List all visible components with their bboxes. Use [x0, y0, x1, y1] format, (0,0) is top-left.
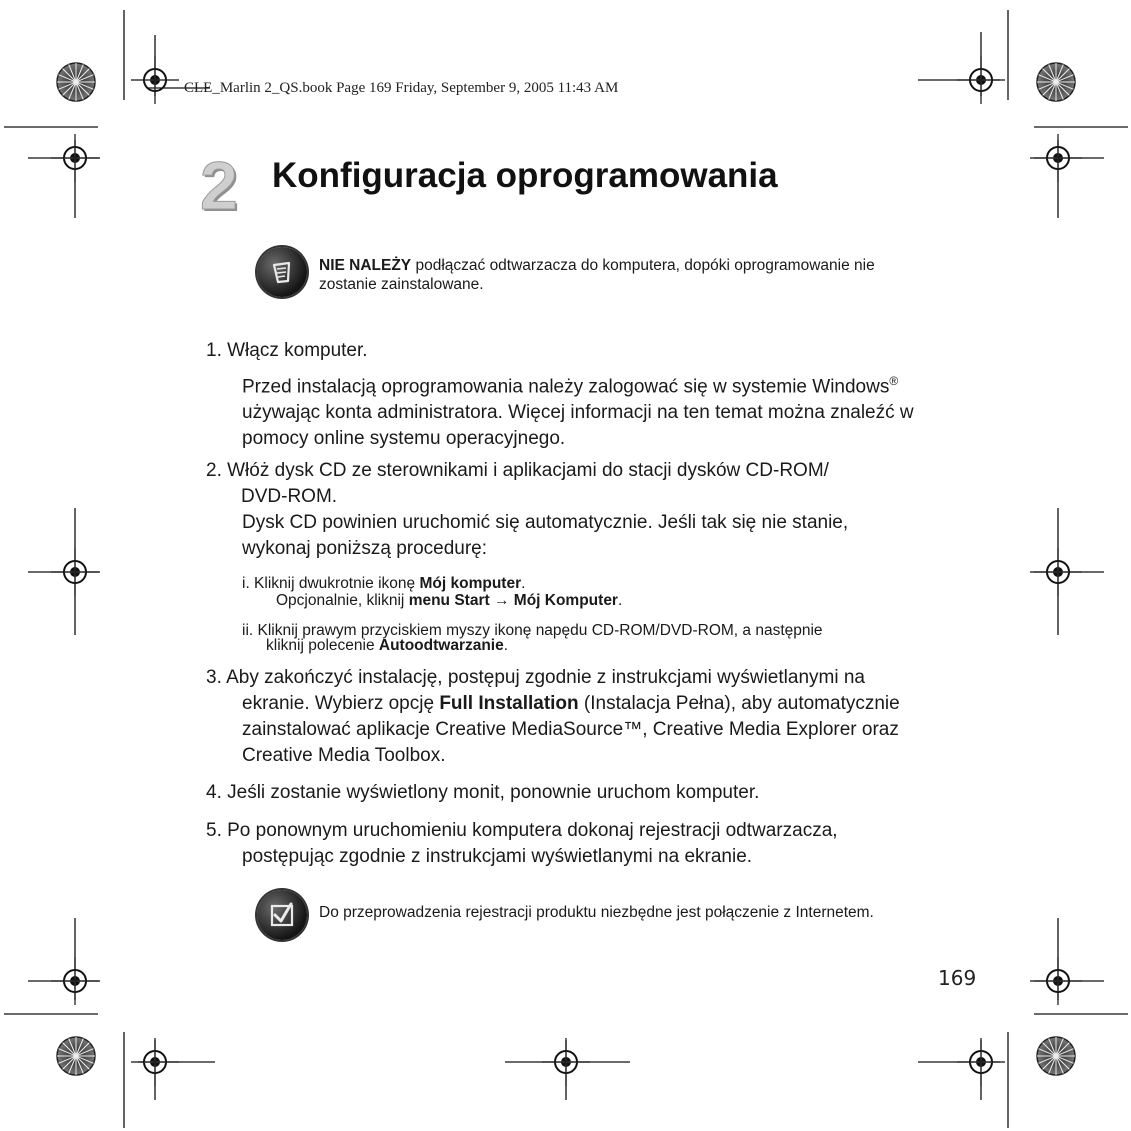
checkmark-note-icon	[257, 890, 307, 940]
step-2-body	[242, 510, 848, 562]
warning-rest: podłączać odtwarzacza do komputera, dopóki oprogramowanie nie	[411, 257, 875, 274]
sub-i-alt-bold-2: Mój Komputer	[513, 592, 618, 609]
step-5-line-2: postępując zgodnie z instrukcjami wyświetlanymi na ekranie.	[242, 846, 753, 867]
sub-i-line-2	[242, 592, 622, 609]
step-3-line-3: zainstalować aplikacje Creative MediaSource™, Creative Media Explorer oraz	[242, 719, 899, 740]
sub-i-pre: i. Kliknij dwukrotnie ikonę	[242, 575, 420, 592]
registered-mark: ®	[889, 374, 899, 388]
print-header: CLE_Marlin 2_QS.book Page 169 Friday, September 9, 2005 11:43 AM	[184, 80, 619, 96]
step-3-option-bold: Full Installation	[439, 693, 579, 714]
step-2-title-line-1: 2. Włóż dysk CD ze sterownikami i aplikacjami do stacji dysków CD-ROM/	[206, 460, 829, 481]
page-number: 169	[938, 966, 977, 990]
step-3-line-1: 3. Aby zakończyć instalację, postępuj zgodnie z instrukcjami wyświetlanymi na	[206, 667, 865, 688]
warning-note-line-1	[319, 256, 875, 275]
sub-ii-line-2	[242, 638, 823, 653]
step-3-line-2-pre: ekranie. Wybierz opcję	[242, 693, 440, 714]
warning-note-line-2: zostanie zainstalowane.	[319, 276, 484, 293]
step-1-body	[242, 368, 914, 452]
step-3-line-2	[206, 691, 900, 717]
step-3-line-4: Creative Media Toolbox.	[242, 745, 446, 766]
step-1-body-line-1-text: Przed instalacją oprogramowania należy zalogować się w systemie Windows	[242, 376, 890, 398]
step-2-body-line-1: Dysk CD powinien uruchomić się automatycznie. Jeśli tak się nie stanie,	[242, 512, 849, 533]
sub-i-line-1	[242, 575, 622, 592]
checkbox-icon	[257, 890, 307, 940]
step-1-body-line-1	[242, 368, 914, 400]
step-2-title-line-2: DVD-ROM.	[241, 486, 338, 507]
step-2-title	[206, 458, 829, 510]
hand-warning-icon	[257, 247, 307, 297]
info-note-text: Do przeprowadzenia rejestracji produktu niezbędne jest połączenie z Internetem.	[319, 904, 874, 921]
step-2-body-line-2: wykonaj poniższą procedurę:	[242, 538, 488, 559]
warning-note-icon	[257, 247, 307, 297]
step-3-line-2-post: (Instalacja Pełna), aby automatycznie	[578, 693, 900, 714]
sub-i-alt-bold-1: menu Start	[408, 592, 490, 609]
arrow-right-icon: →	[489, 592, 514, 609]
sub-i-alt-post: .	[617, 592, 623, 609]
sub-i-alt-pre: Opcjonalnie, kliknij	[276, 592, 409, 609]
sub-ii-post: .	[503, 637, 509, 654]
step-5-line-1: 5. Po ponownym uruchomieniu komputera dokonaj rejestracji odtwarzacza,	[206, 820, 838, 841]
sub-ii-line-1: ii. Kliknij prawym przyciskiem myszy ikonę napędu CD-ROM/DVD-ROM, a następnie	[242, 622, 823, 639]
sub-ii-bold: Autoodtwarzanie	[378, 637, 504, 654]
sub-i-bold: Mój komputer	[419, 575, 522, 592]
step-3	[206, 665, 900, 769]
step-5	[206, 818, 838, 870]
step-4: 4. Jeśli zostanie wyświetlony monit, ponownie uruchom komputer.	[206, 782, 760, 803]
step-2-sub-i	[242, 575, 622, 609]
step-1-title: 1. Włącz komputer.	[206, 340, 368, 361]
step-1-body-line-2: używając konta administratora. Więcej informacji na ten temat można znaleźć w	[242, 402, 914, 424]
chapter-title: Konfiguracja oprogramowania	[272, 156, 778, 195]
chapter-number: 2	[200, 148, 238, 224]
sub-ii-pre: kliknij polecenie	[266, 637, 379, 654]
step-1-body-line-3: pomocy online systemu operacyjnego.	[242, 428, 566, 450]
step-2-sub-ii	[242, 623, 823, 653]
sub-i-post: .	[521, 575, 526, 592]
warning-bold: NIE NALEŻY	[319, 257, 412, 274]
warning-note-text	[319, 256, 875, 294]
